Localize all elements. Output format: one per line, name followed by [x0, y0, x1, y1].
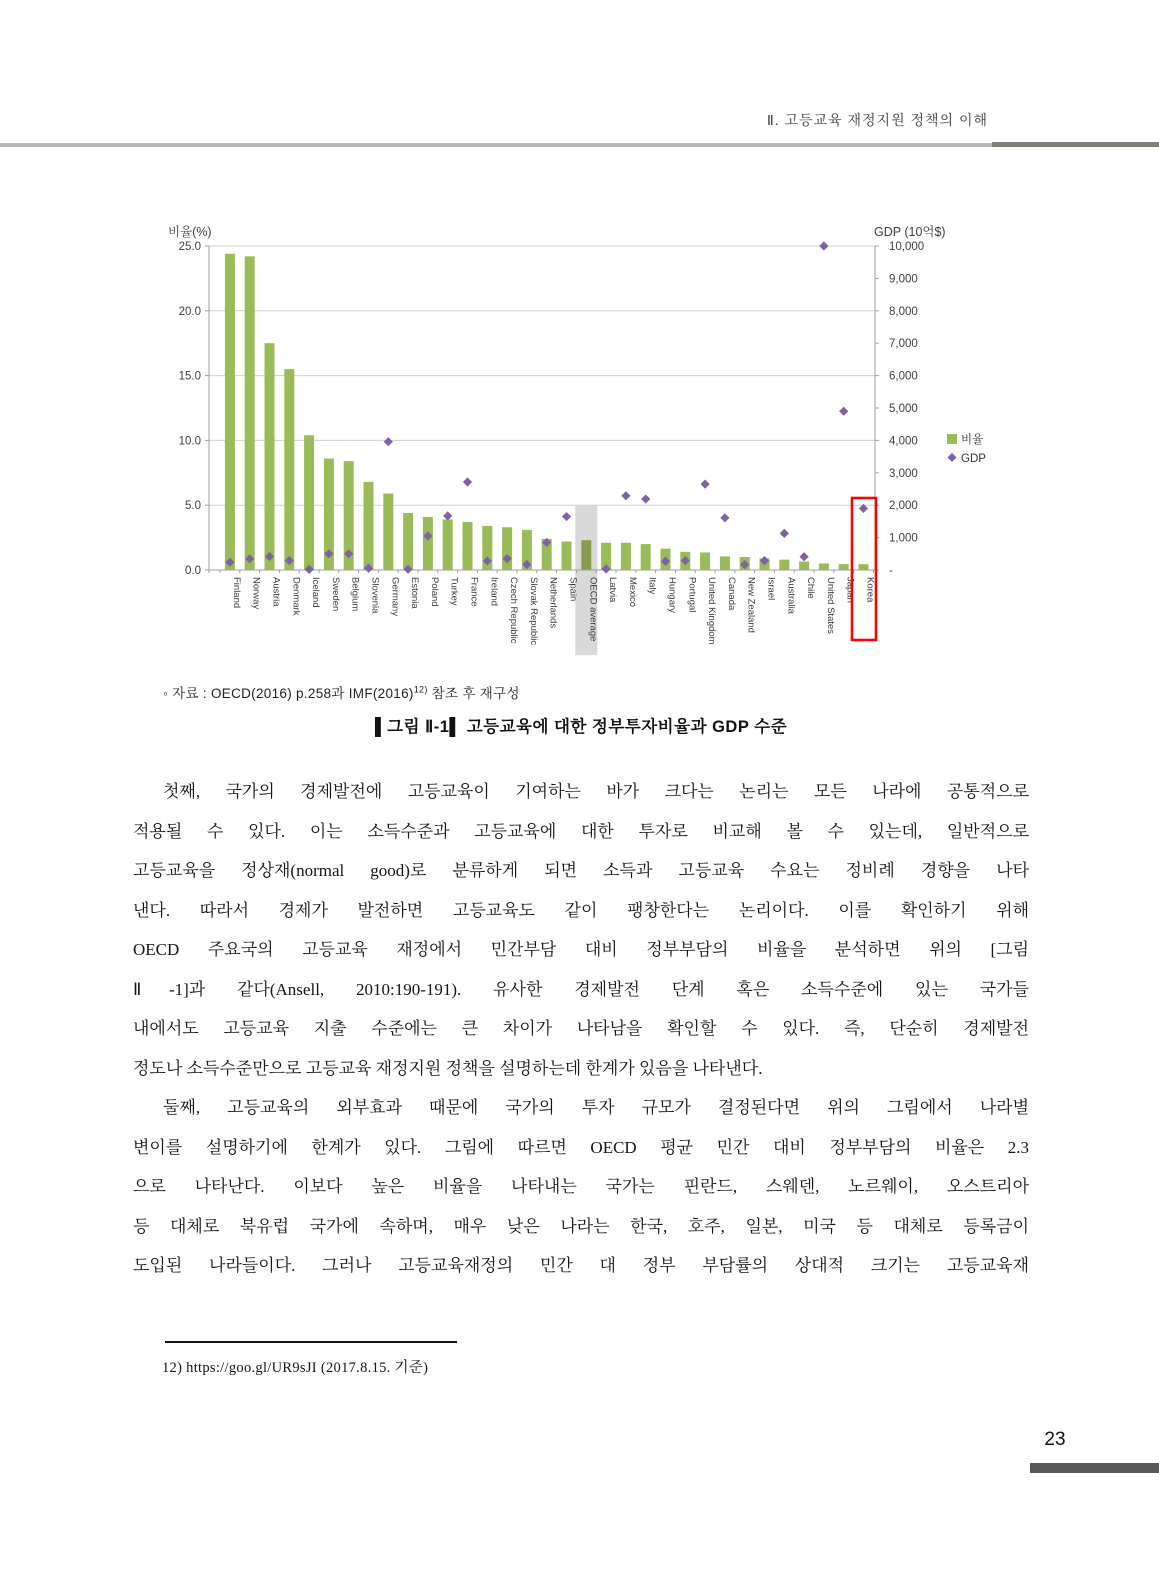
left-axis-label: 0.0 [185, 565, 201, 577]
header-rule-light [0, 143, 992, 147]
category-label-Netherlands: Netherlands [547, 577, 559, 629]
body-text [133, 772, 1029, 1286]
gdp-point-Chile [800, 552, 809, 561]
category-label-Iceland: Iceland [310, 577, 322, 608]
bar-Korea [859, 564, 869, 570]
left-axis-label: 20.0 [178, 305, 201, 318]
right-axis-label: 3,000 [889, 467, 918, 480]
category-label-Chile: Chile [805, 577, 817, 599]
legend-label-gdp: GDP [961, 453, 986, 465]
category-label-United Kingdom: United Kingdom [706, 577, 718, 645]
body-line: 정도나 소득수준만으로 고등교육 재정지원 정책을 설명하는데 한계가 있음을 나타낸다. [133, 1058, 763, 1078]
bar-United States [819, 564, 829, 570]
bar-Japan [839, 564, 849, 570]
bar-Canada [720, 556, 730, 570]
figure-caption: ▌그림 Ⅱ-1▌ 고등교육에 대한 정부투자비율과 GDP 수준 [374, 718, 788, 736]
right-axis-label: 4,000 [889, 435, 918, 448]
gdp-point-Japan [839, 407, 848, 416]
body-line: 첫째, 국가의 경제발전에 고등교육이 기여하는 바가 크다는 논리는 모든 나라에 공통적으로 [163, 782, 1029, 801]
body-line: 도입된 나라들이다. 그러나 고등교육재정의 민간 대 정부 부담률의 상대적 크기는 고등교육재 [133, 1256, 1029, 1275]
page-number: 23 [1044, 1429, 1066, 1450]
gdp-point-Spain [562, 512, 571, 521]
gdp-point-Mexico [621, 491, 630, 500]
legend-swatch-gdp [948, 453, 957, 462]
category-label-New Zealand: New Zealand [745, 577, 757, 633]
category-label-Hungary: Hungary [666, 577, 678, 613]
bar-Germany [383, 494, 393, 570]
category-label-France: France [468, 577, 480, 607]
bar-United Kingdom [700, 553, 710, 570]
left-axis-label: 25.0 [178, 241, 201, 253]
category-label-Australia: Australia [785, 577, 797, 614]
category-label-Norway: Norway [250, 577, 262, 610]
category-label-Estonia: Estonia [409, 577, 421, 609]
body-line: 고등교육을 정상재(normal good)로 분류하게 되면 소득과 고등교육 수요는 정비례 경향을 나타 [133, 861, 1029, 880]
category-label-Czech Republic: Czech Republic [508, 577, 520, 644]
source-note-text: ◦ 자료 : OECD(2016) p.258과 IMF(2016) [163, 686, 414, 701]
bar-Poland [423, 517, 433, 570]
bar-Norway [245, 256, 255, 570]
bar-Chile [799, 562, 809, 570]
body-line: 으로 나타난다. 이보다 높은 비율을 나타내는 국가는 핀란드, 스웨덴, 노르웨이, 오스트리아 [133, 1177, 1029, 1196]
body-line: 둘째, 고등교육의 외부효과 때문에 국가의 투자 규모가 결정된다면 위의 그림에서 나라별 [163, 1098, 1029, 1117]
body-line: 등 대체로 북유럽 국가에 속하며, 매우 낮은 나라는 한국, 호주, 일본, 미국 등 대체로 등록금이 [133, 1216, 1029, 1236]
bar-Turkey [443, 519, 453, 570]
running-header: Ⅱ. 고등교육 재정지원 정책의 이해 [766, 112, 988, 128]
bar-Spain [562, 541, 572, 570]
bar-France [463, 522, 473, 570]
source-note [163, 682, 520, 702]
right-axis-label: 2,000 [889, 500, 918, 513]
gdp-point-United Kingdom [701, 480, 710, 489]
category-label-Spain: Spain [567, 577, 579, 602]
category-label-Slovak Republic: Slovak Republic [527, 577, 539, 646]
right-axis-label: 10,000 [889, 241, 925, 253]
bar-Finland [225, 254, 235, 570]
category-label-Poland: Poland [428, 577, 440, 607]
body-line: Ⅱ-1]과 같다(Ansell, 2010:190-191). 유사한 경제발전 단계 혹은 소득수준에 있는 국가들 [133, 979, 1029, 999]
bar-Italy [641, 544, 651, 570]
source-note-tail: 참조 후 재구성 [427, 686, 520, 701]
category-label-Slovenia: Slovenia [369, 577, 381, 614]
gdp-point-Canada [720, 513, 729, 522]
right-axis-label: 1,000 [889, 532, 918, 545]
bar-Austria [265, 343, 275, 570]
category-label-Turkey: Turkey [448, 577, 460, 606]
category-label-OECD average: OECD average [587, 577, 599, 642]
category-label-Finland: Finland [230, 577, 242, 609]
gdp-point-Australia [780, 529, 789, 538]
page-footer-bar [1030, 1463, 1159, 1473]
gdp-point-Turkey [443, 511, 452, 520]
left-axis-label: 10.0 [178, 435, 201, 448]
right-axis-label: 8,000 [889, 305, 918, 318]
bar-Iceland [304, 435, 314, 570]
legend-swatch-bar [947, 434, 957, 444]
category-label-Germany: Germany [389, 577, 401, 617]
right-axis-label: - [889, 565, 893, 577]
footnote[interactable]: 12) https://goo.gl/UR9sJI (2017.8.15. 기준) [162, 1360, 429, 1376]
gdp-point-Germany [384, 437, 393, 446]
category-label-Mexico: Mexico [626, 577, 638, 608]
figure-chart [140, 212, 1020, 664]
bar-Slovenia [364, 482, 374, 570]
body-line: OECD 주요국의 고등교육 재정에서 민간부담 대비 정부부담의 비율을 분석하면 위의 [그림 [133, 940, 1029, 959]
right-axis-label: 9,000 [889, 273, 918, 286]
right-axis-label: 7,000 [889, 338, 918, 351]
bar-Czech Republic [502, 527, 512, 570]
category-label-Israel: Israel [765, 577, 777, 601]
category-label-Ireland: Ireland [488, 577, 500, 607]
gdp-point-Italy [641, 494, 650, 503]
body-line: 적용될 수 있다. 이는 소득수준과 고등교육에 대한 투자로 비교해 볼 수 있는데, 일반적으로 [133, 821, 1029, 841]
header-rule-dark [992, 142, 1159, 147]
right-axis-title: GDP (10억$) [874, 225, 946, 239]
bar-Denmark [284, 369, 294, 570]
legend-label-bar: 비율 [961, 434, 984, 446]
left-axis-label: 5.0 [185, 500, 201, 513]
body-line: 낸다. 따라서 경제가 발전하면 고등교육도 같이 팽창한다는 논리이다. 이를 확인하기 위해 [133, 900, 1029, 920]
right-axis-label: 6,000 [889, 370, 918, 383]
body-line: 내에서도 고등교육 지출 수준에는 큰 차이가 나타남을 확인할 수 있다. 즉, 단순히 경제발전 [133, 1019, 1029, 1038]
category-label-Sweden: Sweden [329, 577, 341, 612]
category-label-Canada: Canada [725, 577, 737, 611]
gdp-point-France [463, 477, 472, 486]
right-axis-label: 5,000 [889, 403, 918, 415]
bar-Estonia [403, 513, 413, 570]
bar-OECD average [581, 540, 591, 570]
bar-Mexico [621, 543, 631, 570]
category-label-Portugal: Portugal [686, 577, 698, 613]
left-axis-title: 비율(%) [168, 225, 212, 239]
category-label-Belgium: Belgium [349, 577, 361, 612]
category-label-Austria: Austria [270, 577, 282, 607]
bar-Australia [779, 560, 789, 570]
category-label-United States: United States [824, 577, 836, 635]
footnote-rule [165, 1341, 457, 1343]
category-label-Italy: Italy [646, 577, 658, 595]
left-axis-label: 15.0 [178, 370, 201, 383]
category-label-Denmark: Denmark [290, 577, 302, 616]
gdp-point-United States [819, 241, 828, 250]
footnote-ref[interactable]: 12) [413, 684, 428, 695]
category-label-Latvia: Latvia [607, 577, 619, 603]
category-label-Japan: Japan [844, 577, 856, 603]
category-label-Korea: Korea [864, 577, 876, 603]
body-line: 변이를 설명하기에 한계가 있다. 그림에 따르면 OECD 평균 민간 대비 정부부담의 비율은 2.3 [133, 1137, 1029, 1157]
